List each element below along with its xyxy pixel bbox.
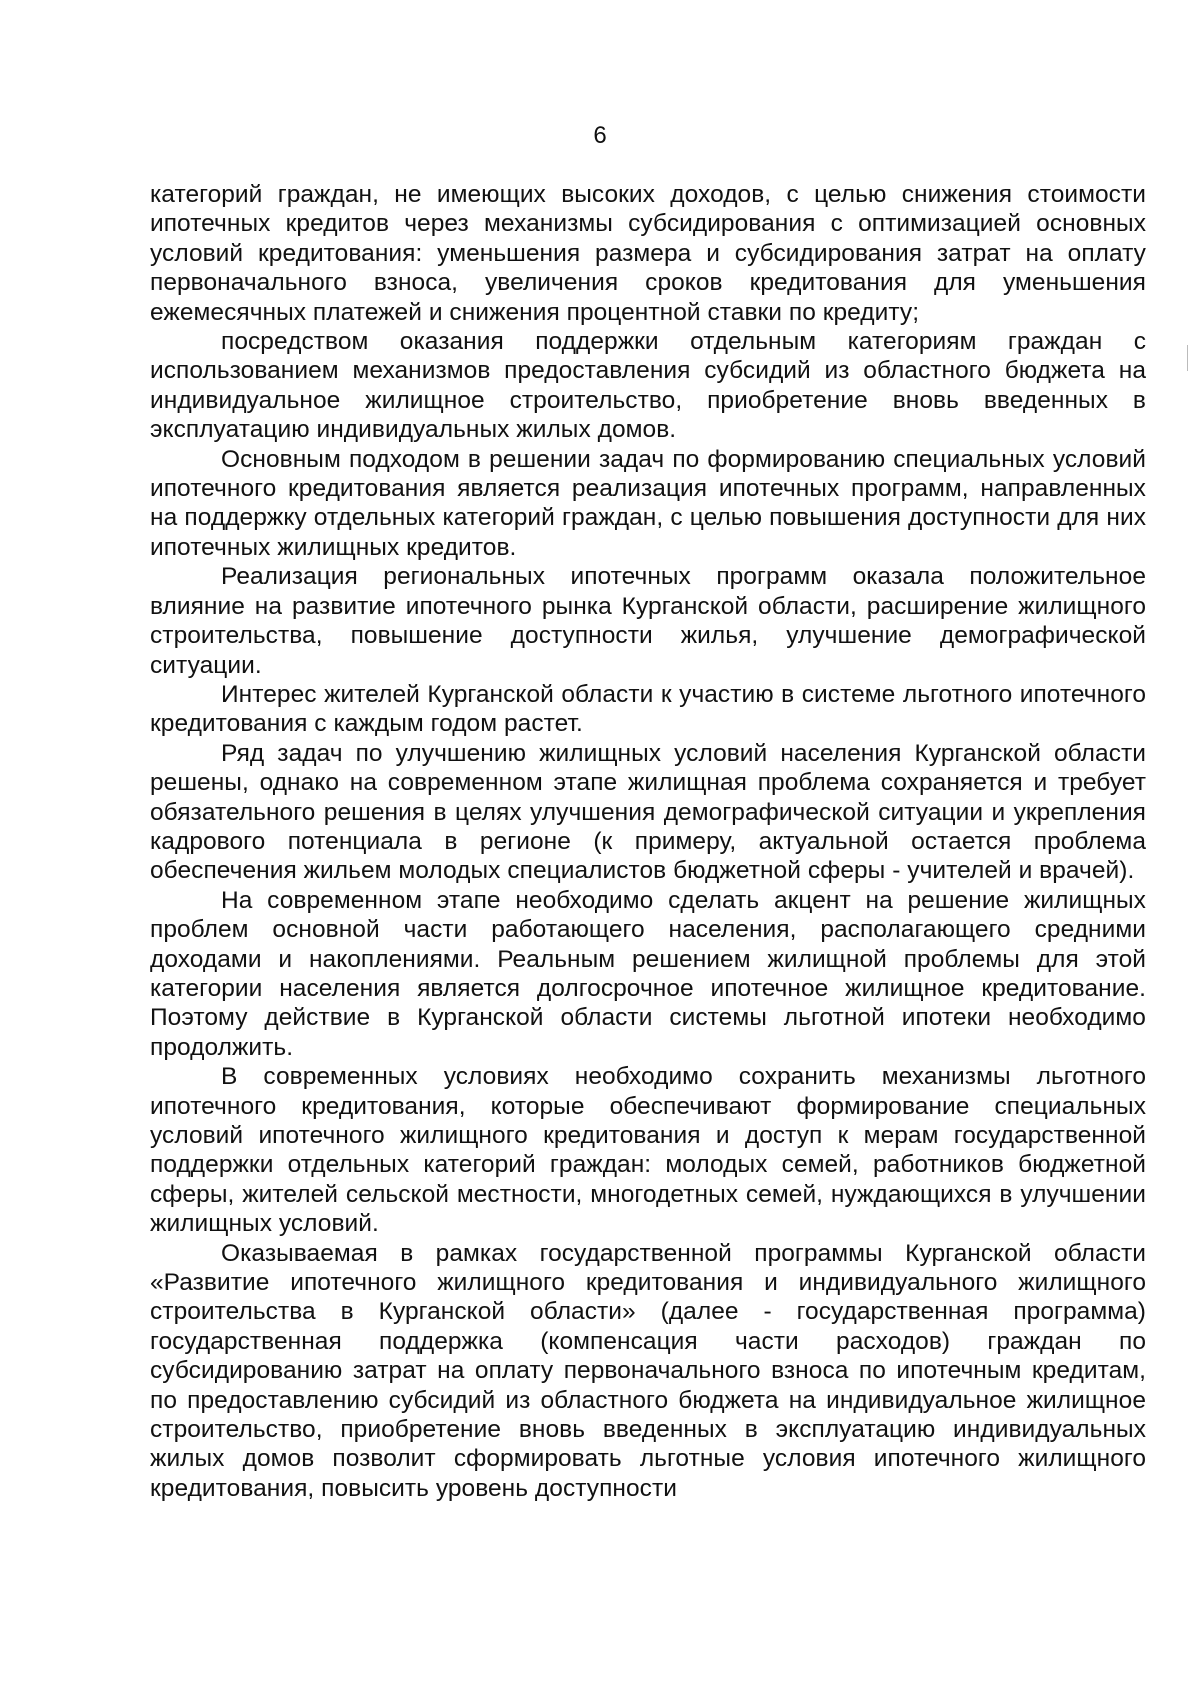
paragraph: В современных условиях необходимо сохранить механизмы льготного ипотечного кредитования, которые обеспечивают формирование специальных условий ипотечного жилищного кредитования и доступ к мерам государственной поддержки отдельных категорий граждан: молодых семей, работников бюджетной сферы, жителей сельской местности, многодетных семей, нуждающихся в улучшении жилищных условий. — [150, 1063, 1146, 1238]
paragraph: категорий граждан, не имеющих высоких доходов, с целью снижения стоимости ипотечных кредитов через механизмы субсидирования с оптимизацией основных условий кредитования: уменьшения размера и субсидирования затрат на оплату первоначального взноса, увеличения сроков кредитования для уменьшения ежемесячных платежей и снижения процентной ставки по кредиту; — [150, 181, 1146, 326]
paragraph: Реализация региональных ипотечных программ оказала положительное влияние на развитие ипотечного рынка Курганской области, расширение жилищного строительства, повышение доступности жилья, улучшение демографической ситуации. — [150, 563, 1146, 679]
paragraph: Интерес жителей Курганской области к участию в системе льготного ипотечного кредитования с каждым годом растет. — [150, 680, 1146, 738]
page-number: 6 — [593, 122, 607, 149]
paragraph: Ряд задач по улучшению жилищных условий населения Курганской области решены, однако на современном этапе жилищная проблема сохраняется и требует обязательного решения в целях улучшения демографической ситуации и укрепления кадрового потенциала в регионе (к примеру, актуальной остается проблема обеспечения жильем молодых специалистов бюджетной сферы - учителей и врачей). — [150, 739, 1146, 885]
paragraph: На современном этапе необходимо сделать акцент на решение жилищных проблем основной части работающего населения, располагающего средними доходами и накоплениями. Реальным решением жилищной проблемы для этой категории населения является долгосрочное ипотечное жилищное кредитование. Поэтому действие в Курганской области системы льготной ипотеки необходимо продолжить. — [150, 886, 1146, 1061]
body-text — [150, 180, 1146, 1503]
paragraph: Основным подходом в решении задач по формированию специальных условий ипотечного кредитования является реализация ипотечных программ, направленных на поддержку отдельных категорий граждан, с целью повышения доступности для них ипотечных жилищных кредитов. — [150, 445, 1146, 561]
paragraph: посредством оказания поддержки отдельным категориям граждан с использованием механизмов предоставления субсидий из областного бюджета на индивидуальное жилищное строительство, приобретение вновь введенных в эксплуатацию индивидуальных жилых домов. — [150, 328, 1146, 444]
paragraph: Оказываемая в рамках государственной программы Курганской области «Развитие ипотечного жилищного кредитования и индивидуального жилищного строительства в Курганской области» (далее - государственная программа) государственная поддержка (компенсация части расходов) граждан по субсидированию затрат на оплату первоначального взноса по ипотечным кредитам, по предоставлению субсидий из областного бюджета на индивидуальное жилищное строительство, приобретение вновь введенных в эксплуатацию индивидуальных жилых домов позволит сформировать льготные условия ипотечного жилищного кредитования, повысить уровень доступности — [150, 1239, 1146, 1502]
scan-artifact-mark — [1187, 345, 1188, 371]
